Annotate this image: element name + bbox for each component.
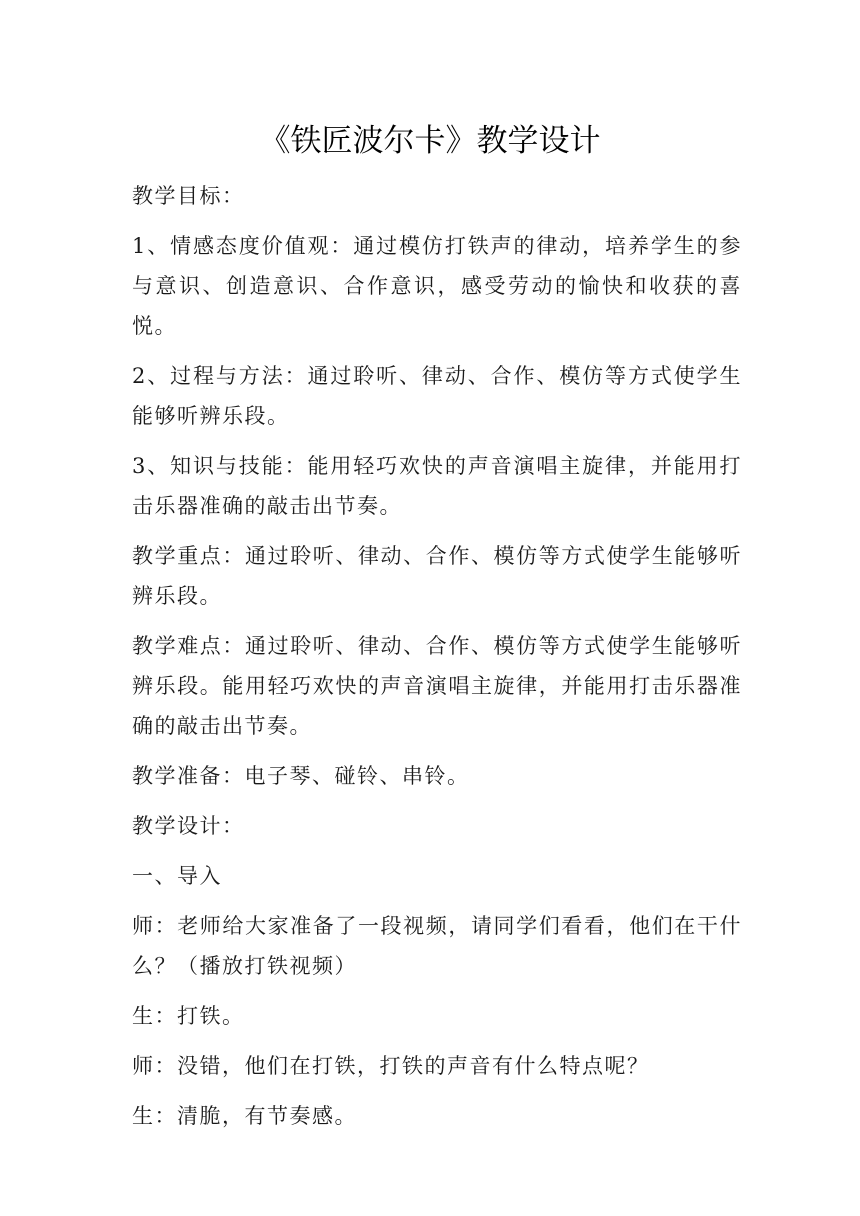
paragraph-design-heading: 教学设计：	[132, 814, 245, 838]
document-body	[132, 176, 742, 1146]
paragraph-dialogue-student-2: 生：清脆，有节奏感。	[132, 1104, 357, 1128]
paragraph-objective-1: 1、情感态度价值观：通过模仿打铁声的律动，培养学生的参与意识、创造意识、合作意识，感受劳动的愉快和收获的喜悦。	[132, 234, 742, 338]
paragraph-dialogue-teacher-1: 师：老师给大家准备了一段视频，请同学们看看，他们在干什么？（播放打铁视频）	[132, 914, 742, 978]
paragraph-dialogue-student-1: 生：打铁。	[132, 1004, 245, 1028]
paragraph-key-points: 教学重点：通过聆听、律动、合作、模仿等方式使学生能够听辨乐段。	[132, 544, 742, 608]
paragraph-section-intro: 一、导入	[132, 864, 222, 888]
paragraph-dialogue-teacher-2: 师：没错，他们在打铁，打铁的声音有什么特点呢？	[132, 1054, 650, 1078]
paragraph-objective-2: 2、过程与方法：通过聆听、律动、合作、模仿等方式使学生能够听辨乐段。	[132, 364, 742, 428]
paragraph-objectives-heading: 教学目标：	[132, 184, 245, 208]
paragraph-preparation: 教学准备：电子琴、碰铃、串铃。	[132, 764, 470, 788]
document-title: 《铁匠波尔卡》教学设计	[259, 123, 601, 159]
paragraph-objective-3: 3、知识与技能：能用轻巧欢快的声音演唱主旋律，并能用打击乐器准确的敲击出节奏。	[132, 454, 742, 518]
paragraph-difficulties: 教学难点：通过聆听、律动、合作、模仿等方式使学生能够听辨乐段。能用轻巧欢快的声音演唱主旋律，并能用打击乐器准确的敲击出节奏。	[132, 634, 742, 738]
